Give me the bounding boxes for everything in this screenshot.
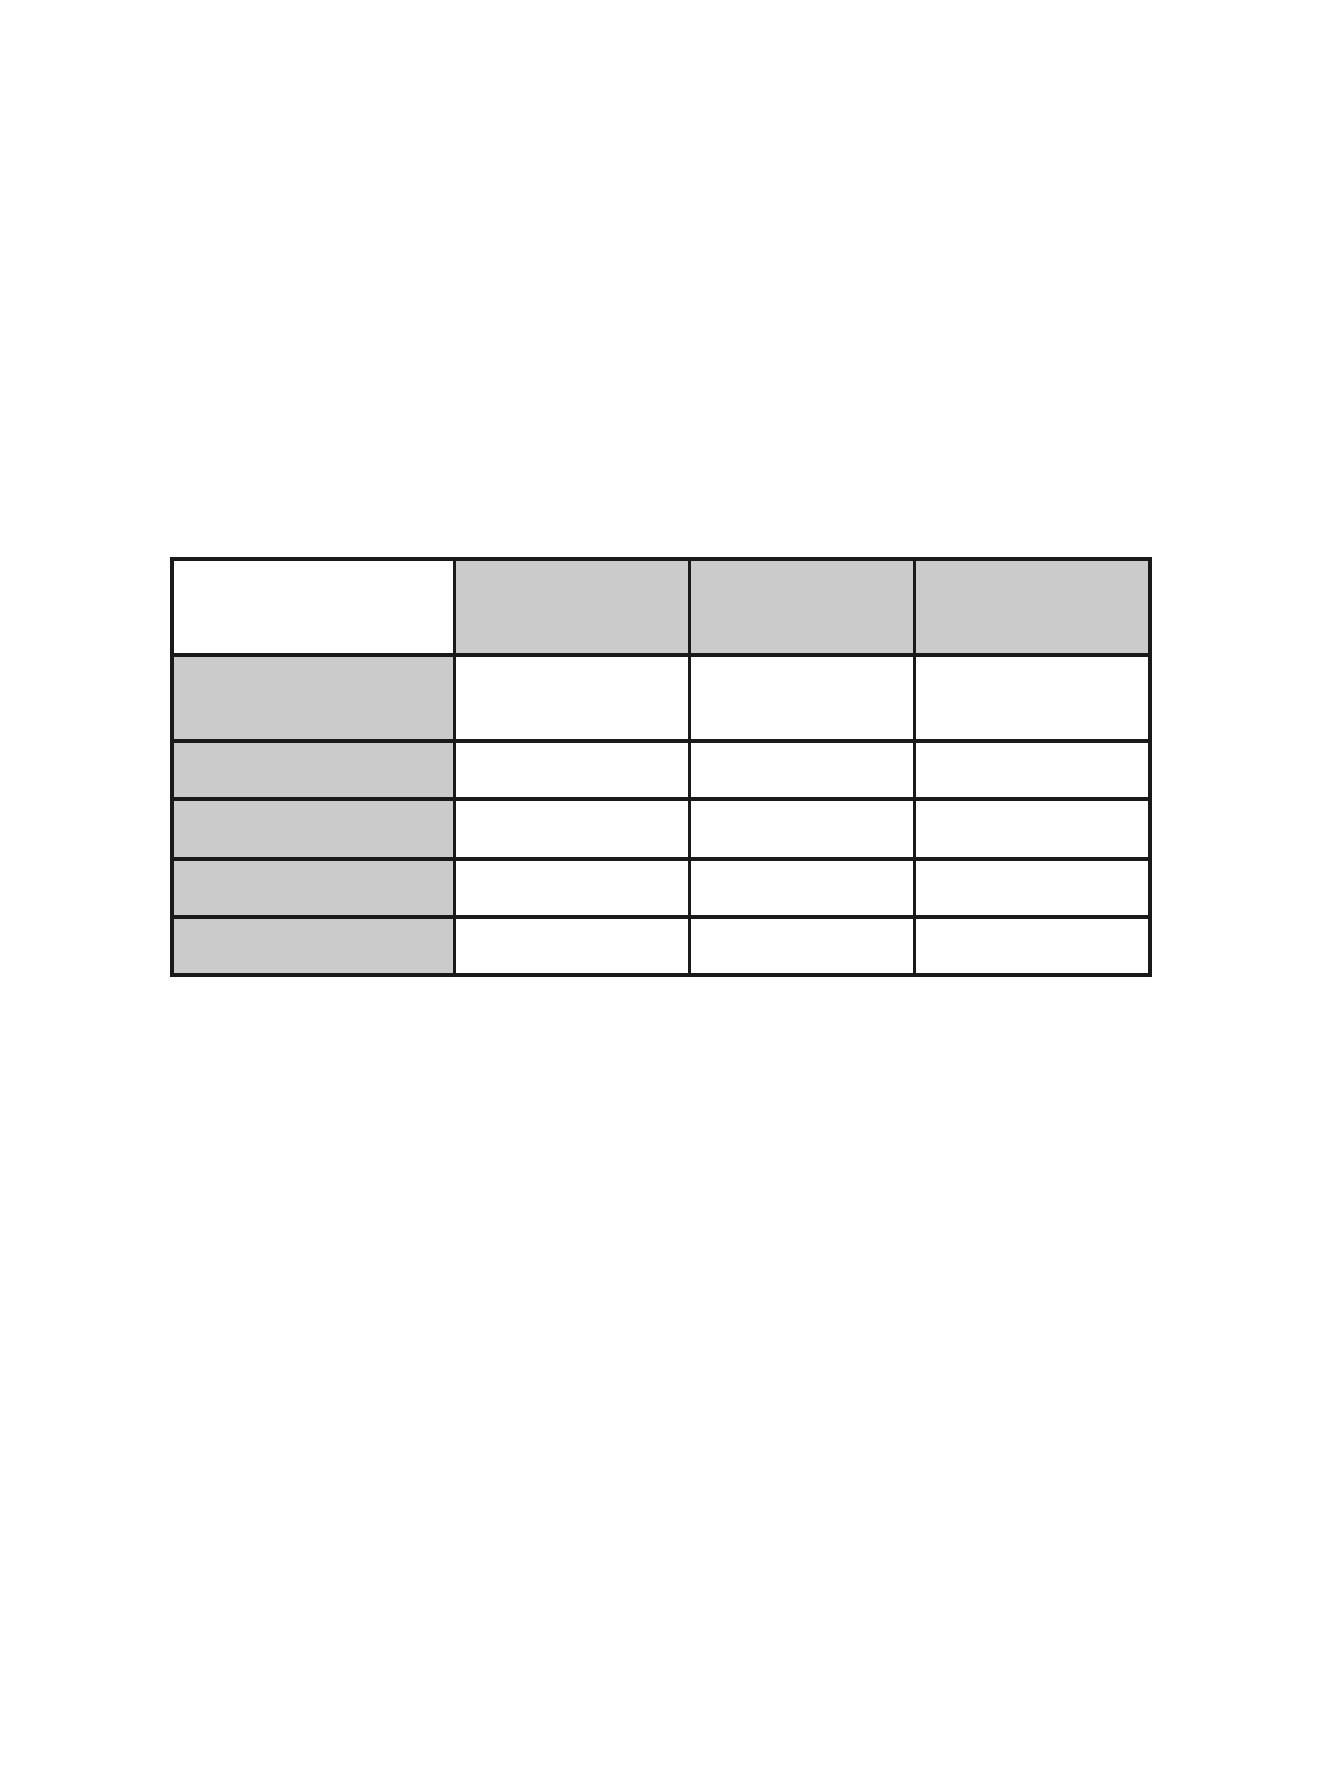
cell-binding-large-throw [916, 861, 1148, 915]
cell-charm-packs-throw [691, 657, 913, 739]
row-label-background [174, 743, 453, 797]
footer-text-block [148, 1120, 868, 1162]
barcode-image [873, 1188, 1123, 1388]
row-label-binding [174, 861, 453, 915]
row-label-backing [174, 919, 453, 973]
column-header-large-throw [916, 561, 1148, 653]
table-corner-cell [174, 561, 453, 653]
cell-border-fabric-large-throw [916, 801, 1148, 857]
cell-border-fabric-baby [456, 801, 688, 857]
flower-decoration-bottom [0, 1552, 1342, 1772]
flower-decoration-top [0, 0, 1342, 430]
column-header-throw [691, 561, 913, 653]
cell-backing-large-throw [916, 919, 1148, 973]
cell-border-fabric-throw [691, 801, 913, 857]
fabric-requirements-table [170, 557, 1152, 977]
cell-background-large-throw [916, 743, 1148, 797]
cell-background-throw [691, 743, 913, 797]
cell-backing-throw [691, 919, 913, 973]
cell-binding-baby [456, 861, 688, 915]
column-header-baby [456, 561, 688, 653]
cell-binding-throw [691, 861, 913, 915]
barcode-block [848, 1150, 1158, 1410]
cell-charm-packs-baby [456, 657, 688, 739]
cell-backing-baby [456, 919, 688, 973]
row-label-border-fabric [174, 801, 453, 857]
cell-charm-packs-large-throw [916, 657, 1148, 739]
row-label-charm-packs [174, 657, 453, 739]
cell-background-baby [456, 743, 688, 797]
